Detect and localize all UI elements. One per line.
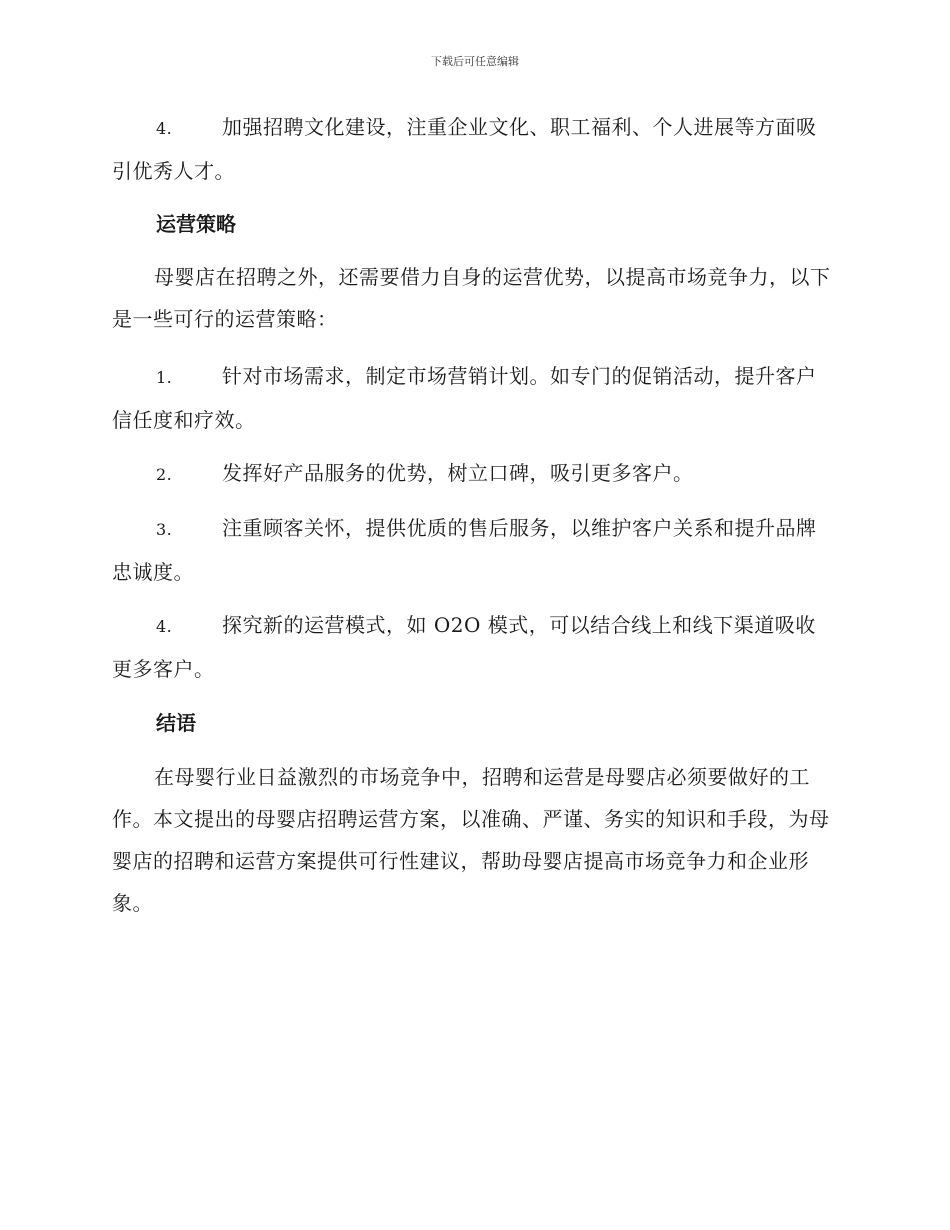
- list-item-number: 4.: [156, 119, 173, 138]
- list-item-recruit-4: [112, 106, 834, 192]
- list-item-operations-4: [112, 604, 834, 690]
- conclusion-paragraph: 在母婴行业日益激烈的市场竞争中，招聘和运营是母婴店必须要做好的工作。本文提出的母婴店招聘运营方案，以准确、严谨、务实的知识和手段，为母婴店的招聘和运营方案提供可行性建议，帮助母婴店提高市场竞争力和企业形象。: [112, 765, 830, 915]
- list-item-text: 注重顾客关怀，提供优质的售后服务，以维护客户关系和提升品牌忠诚度。: [112, 516, 817, 584]
- page-header: 下载后可任意编辑: [431, 55, 519, 68]
- list-item-number: 3.: [156, 520, 173, 539]
- operations-intro-paragraph: 母婴店在招聘之外，还需要借力自身的运营优势，以提高市场竞争力，以下是一些可行的运营策略：: [112, 265, 831, 331]
- list-item-text: 探究新的运营模式，如 O2O 模式，可以结合线上和线下渠道吸收更多客户。: [112, 613, 816, 681]
- list-item-operations-2: [112, 452, 834, 496]
- list-item-text: 加强招聘文化建设，注重企业文化、职工福利、个人进展等方面吸引优秀人才。: [112, 115, 817, 183]
- list-item-operations-1: [112, 355, 834, 441]
- list-item-number: 2.: [156, 465, 173, 484]
- list-item-text: 发挥好产品服务的优势，树立口碑，吸引更多客户。: [222, 461, 694, 485]
- list-item-text: 针对市场需求，制定市场营销计划。如专门的促销活动，提升客户信任度和疗效。: [112, 364, 817, 432]
- section-heading-conclusion: 结语: [156, 711, 196, 735]
- section-heading-operations: 运营策略: [156, 212, 236, 236]
- list-item-number: 4.: [156, 617, 173, 636]
- list-item-operations-3: [112, 507, 834, 593]
- list-item-number: 1.: [156, 368, 173, 387]
